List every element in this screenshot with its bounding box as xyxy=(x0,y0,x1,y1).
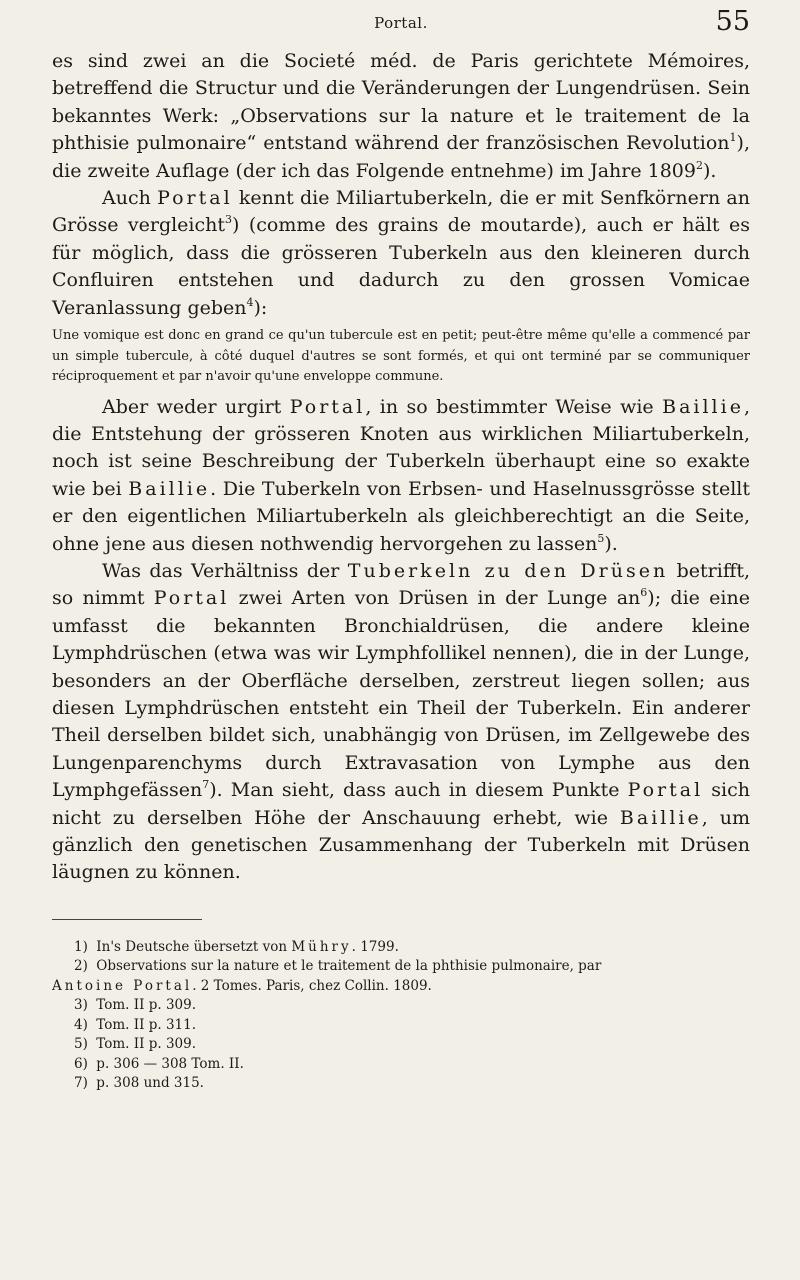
author-name: Baillie xyxy=(662,395,744,418)
footnote-ref-1: 1 xyxy=(729,131,737,145)
paragraph-4: Was das Verhältniss der Tuberkeln zu den Drüsen betrifft, so nimmt Portal zwei Arten von Drüsen in der Lunge $an^6$); die eine umfasst die bekannten Bronchialdrüsen, die andere kleine Lymphdrüschen (etwa was wir Lymphfollikel nennen), die in der Lunge, besonders an der Oberfläche derselben, zerstreut liegen sollen; aus diesen Lymphdrüschen entsteht ein Theil der Tuberkeln. Ein anderer Theil derselben bildet sich, unabhängig von Drüsen, im Zellgewebe des Lungenparenchyms durch Extravasation von Lymphe aus den Lymphgefässen$^7$). Man sieht, dass auch in diesem Punkte Portal sich nicht zu derselben Höhe der Anschauung erhebt, wie Baillie, um gänzlich den genetischen Zusammenhang der Tuberkeln mit Drüsen läugnen zu können. xyxy=(52,560,750,884)
footnote-ref-4: 4 xyxy=(246,295,254,309)
running-head: Portal. xyxy=(374,14,428,32)
page-header xyxy=(52,0,750,48)
paragraph-1: es sind zwei an die Societé méd. de Paris gerichtete Mémoires, betreffend die Structur und die Veränderungen der Lungendrüsen. Sein bekanntes Werk: „Observations sur la nature et le traitement de la phthisie pulmonaire“ entstand während der französischen Revolution$^1$), die zweite Auflage (der ich das Folgende entnehme) im Jahre 1809$^2$). xyxy=(52,50,750,182)
french-quotation: Une vomique est donc en grand ce qu'un tubercule est en petit; peut-être même qu'elle a commencé par un simple tubercule, à côté duquel d'autres se sont formés, et qui ont terminé par se communiquer réciproquement et par n'avoir qu'une enveloppe commune. xyxy=(52,328,750,385)
footnote-ref-5: 5 xyxy=(597,531,605,545)
footnote-ref-7: 7 xyxy=(202,778,210,792)
footnote-7: 7) p. 308 und 315. xyxy=(74,1075,204,1092)
footnote-divider xyxy=(52,919,202,920)
footnotes xyxy=(52,938,750,1094)
footnote-ref-3: 3 xyxy=(225,213,233,227)
footnote-1: 1) In's Deutsche übersetzt von Mühry. 1799. xyxy=(74,938,399,955)
author-name: Baillie xyxy=(128,477,211,500)
footnote-ref-2: 2 xyxy=(696,158,703,172)
footnote-ref-6: 6 xyxy=(640,586,648,600)
footnote-4: 4) Tom. II p. 311. xyxy=(74,1016,197,1033)
body-text xyxy=(52,48,750,887)
footnote-6: 6) p. 306 — 308 Tom. II. xyxy=(74,1055,244,1072)
author-name: Portal xyxy=(157,187,233,210)
author-name: Mühry xyxy=(291,938,352,955)
author-name: Portal xyxy=(627,779,704,802)
author-name: Baillie xyxy=(619,806,702,829)
paragraph-2: Auch Portal kennt die Miliartuberkeln, die er mit Senfkörnern an Grösse vergleicht$^3$) (comme des grains de moutarde), auch er hält es für möglich, dass die grösseren Tuberkeln aus den kleineren durch Confluiren entstehen und dadurch zu den grossen Vomicae Veranlassung geben$^4$): xyxy=(52,187,750,319)
paragraph-3: Aber weder urgirt Portal, in so bestimmter Weise wie Baillie, die Entstehung der grösseren Knoten aus wirklichen Miliartuberkeln, noch ist seine Beschreibung der Tuberkeln überhaupt eine so exakte wie bei Baillie. Die Tuberkeln von Erbsen- und Haselnussgrösse stellt er den eigentlichen Miliartuberkeln als gleichberechtigt an die Seite, ohne jene aus diesen nothwendig hervorgehen zu lassen$^5$). xyxy=(52,395,750,555)
author-name: Portal xyxy=(289,395,366,418)
author-name: Portal xyxy=(153,587,230,610)
page-number: 55 xyxy=(715,6,750,37)
footnote-2: 2) Observations sur la nature et le traitement de la phthisie pulmonaire, par Antoine Portal. 2 Tomes. Paris, chez Collin. 1809. xyxy=(52,958,602,994)
author-name: Antoine Portal xyxy=(52,977,193,994)
footnote-5: 5) Tom. II p. 309. xyxy=(74,1036,197,1053)
footnote-3: 3) Tom. II p. 309. xyxy=(74,997,197,1014)
spaced-emphasis: Tuberkeln zu den Drüsen xyxy=(347,560,669,582)
